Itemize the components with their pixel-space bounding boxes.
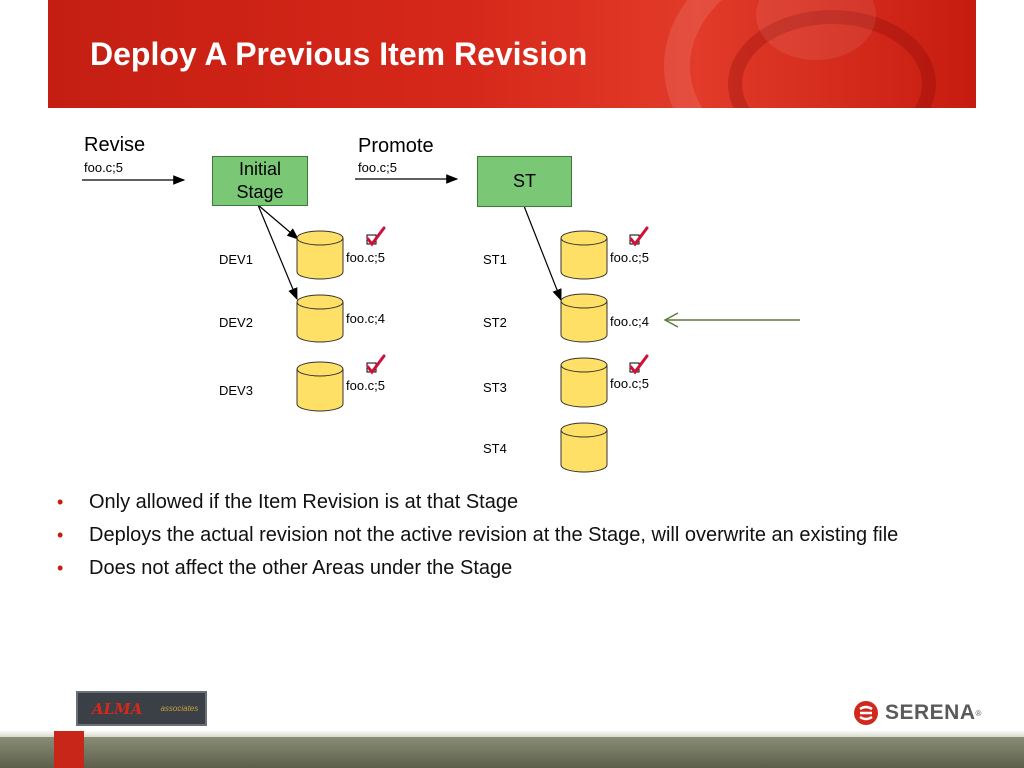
area-label-st2: ST2 [483,315,507,330]
file-label-dev3: foo.c;5 [346,378,386,393]
bullet-icon: • [57,525,64,545]
cylinder-st4 [561,423,607,472]
checkmark-icon [630,228,647,244]
checkmark-icon [630,356,647,372]
file-label-dev2: foo.c;4 [346,311,386,326]
deploy-arrow-dev2 [258,205,297,299]
promote-label: Promote [358,135,434,157]
bullet-icon: • [57,558,64,578]
file-label-dev1: foo.c;5 [346,250,386,265]
bullet-icon: • [57,492,64,512]
revise-label: Revise [84,134,146,156]
stage-label: ST [512,171,536,191]
serena-trademark: ® [975,708,982,718]
bullet-item: • Only allowed if the Item Revision is at that Stage [57,491,519,513]
area-label-dev2: DEV2 [219,315,253,330]
alma-logo [76,691,207,726]
footer-divider [0,730,1024,737]
area-label-st3: ST3 [483,380,507,395]
deploy-arrow-dev1 [258,205,298,239]
cylinder-dev2 [297,295,343,342]
serena-logo-text: SERENA [885,701,976,724]
footer-tab [54,731,84,768]
st-stage-box [477,156,572,207]
cylinder-st3 [561,358,607,407]
footer-bar [0,737,1024,768]
stage-label-line2: Stage [236,182,284,202]
bullet-item: • Deploys the actual revision not the active revision at the Stage, will overwrite an existing file [57,524,899,546]
serena-s-icon [853,700,879,726]
cylinder-st2 [561,294,607,342]
bullet-item: • Does not affect the other Areas under the Stage [57,557,513,579]
area-label-st1: ST1 [483,252,507,267]
area-label-dev1: DEV1 [219,252,253,267]
cylinder-dev1 [297,231,343,279]
cylinder-st1 [561,231,607,279]
checkmark-icon [367,228,384,244]
initial-stage-box [212,156,308,206]
area-label-dev3: DEV3 [219,383,253,398]
checkmark-icon [367,356,384,372]
area-label-st4: ST4 [483,441,507,456]
file-label-st3: foo.c;5 [610,376,650,391]
revise-file-label: foo.c;5 [84,160,124,175]
bullet-list [55,489,955,588]
cylinder-dev3 [297,362,343,411]
deploy-arrow-st2 [524,206,561,300]
file-label-st2: foo.c;4 [610,314,650,329]
alma-logo-subtext: associates [160,704,199,713]
serena-logo [853,700,981,726]
slide-title: Deploy A Previous Item Revision [90,36,588,72]
stage-label-line1: Initial [238,159,281,179]
file-label-st1: foo.c;5 [610,250,650,265]
alma-logo-text: ALMA [92,699,143,718]
promote-file-label: foo.c;5 [358,160,398,175]
